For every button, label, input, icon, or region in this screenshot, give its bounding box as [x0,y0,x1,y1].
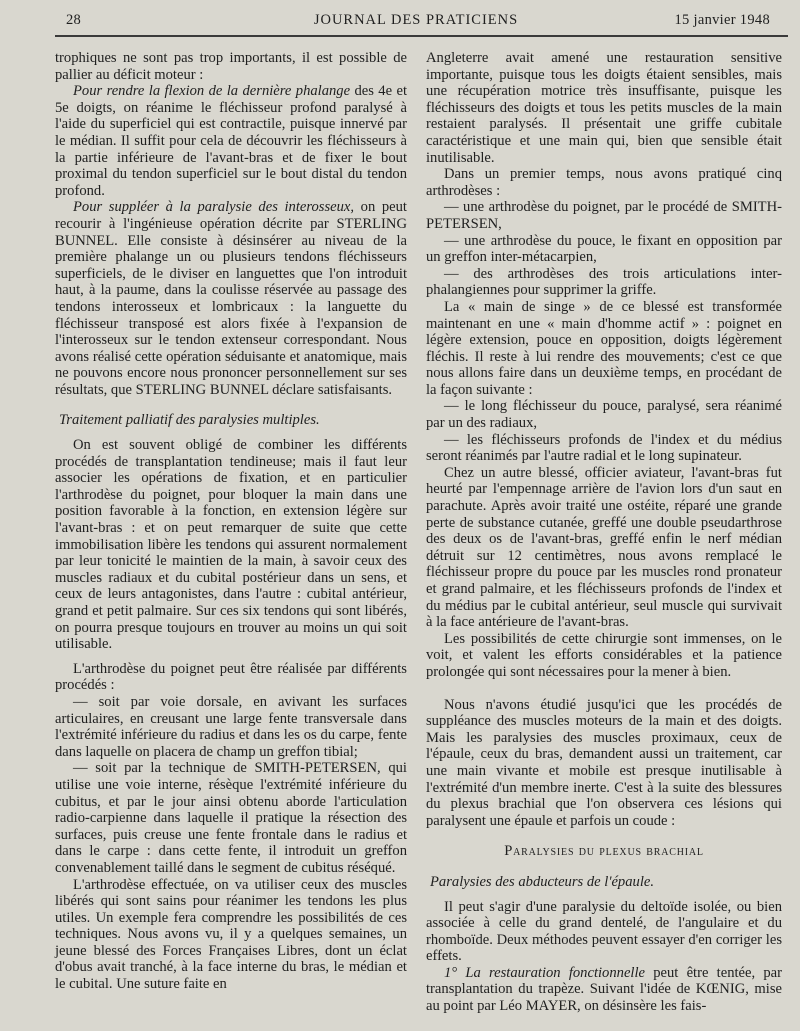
right-paragraph [426,398,782,431]
paragraph-text: L'arthrodèse du poignet peut être réalisée par différents procédés : [55,660,407,694]
paragraph-text: Les possibilités de cette chirurgie sont immenses, on le voit, et valent les efforts considérables et la patience prolongée qui sont nécessaires pour la mener à bien. [426,630,782,680]
paragraph-text: on peut recourir à l'ingénieuse opération décrite par STERLING BUNNEL. Elle consiste à désinsérer au niveau de la première phalange un ou plusieurs tendons fléchisseurs superficiels, de le diviser en languettes que l'on introduit haut, à la paume, dans la coulisse réservée au passage des tendons interosseux et lombricaux : la languette du fléchisseur transposé est alors fixée à l'expansion de l'interosseux sur le tendon extenseur correspondant. Nous avons réalisé cette opération séduisante et anatomique, mais ne pouvons encore nous prononcer personnellement sur ses résultats, que STERLING BUNNEL déclare satisfaisants. [55,199,407,398]
right-column [426,50,782,1015]
right-paragraph [426,697,782,830]
italic-lead: 1° La restauration fonctionnelle [444,964,646,981]
paragraph-text: trophiques ne sont pas trop importants, il est possible de pallier au déficit moteur : [55,50,407,83]
page-header [62,12,770,34]
left-column [55,50,407,993]
paragraph-text: Angleterre avait amené une restauration sensitive importante, puisque tous les doigts étaient sensibles, mais une récupération motrice très insuffisante, puisque les fléchisseurs des doigts et tous les petits muscles de la main restaient paralysés. Il présentait une griffe cubitale caractéristique et une main qui, bien que sensible était inutilisable. [426,50,782,166]
paragraph-text: — soit par voie dorsale, en avivant les surfaces articulaires, en creusant une large fente transversale dans l'extrémité inférieure du radius et dans les os du carpe, fente dans laquelle on placera de champ un greffon tibial; [55,693,407,760]
right-paragraph [426,199,782,232]
right-paragraph [426,899,782,965]
paragraph-text: — le long fléchisseur du pouce, paralysé, sera réanimé par un des radiaux, [426,398,782,432]
paragraph-text: — des arthrodèses des trois articulations inter-phalangiennes pour supprimer la griffe. [426,265,782,299]
left-paragraph [55,877,407,993]
right-paragraph [426,166,782,199]
right-paragraph [426,631,782,681]
paragraph-text: L'arthrodèse effectuée, on va utiliser ceux des muscles libérés qui sont sains pour réanimer les tendons les plus utiles. Un exemple fera comprendre les possibilités de ces techniques. Nous avons vu, il y a quelques semaines, un jeune blessé des Forces Françaises Libres, dont un éclat d'obus avait tranché, à la face interne du bras, le médian et le cubital. Une suture faite en [55,876,407,993]
paragraph-text: — une arthrodèse du pouce, le fixant en opposition par un greffon inter-métacarpien, [426,232,782,266]
right-paragraph [426,843,782,860]
paragraph-text: Dans un premier temps, nous avons pratiqué cinq arthrodèses : [426,166,782,199]
italic-lead: Pour rendre la flexion de la dernière phalange [73,83,351,100]
right-paragraph [426,299,782,399]
left-paragraph [55,437,407,653]
right-paragraph [426,874,782,891]
left-paragraph [55,760,407,876]
paragraph-text: — les fléchisseurs profonds de l'index et du médius seront réanimés par l'autre radial et le long supinateur. [426,431,782,465]
paragraph-text: Paralysies des abducteurs de l'épaule. [430,873,655,890]
right-paragraph [426,50,782,166]
paragraph-text: On est souvent obligé de combiner les différents procédés de transplantation tendineuse; mais il faut leur associer les opérations de fixation, et en particulier l'arthrodèse du poignet, pour bloquer la main dans une position favorable à la fonction, en extension légère sur l'avant-bras : et on peut remarquer de suite que cette immobilisation libère les tendons qui assurent normalement par leur tonicité le maintien de la main, à savoir ceux des muscles radiaux et du cubital postérieur dans un sens, et ceux de leurs antagonistes, dans l'autre : cubital antérieur, grand et petit palmaire. Sur ces six tendons qui sont libérés, on pourra presque toujours en trouver au moins un qui soit utilisable. [55,437,407,653]
page-number: 28 [66,12,82,28]
italic-lead: Pour suppléer à la paralysie des interosseux, [73,199,355,216]
paragraph-text: des 4e et 5e doigts, on réanime le fléchisseur profond paralysé à l'aide du superficiel qui est contractile, puisque innervé par le médian. Il suffit pour cela de découvrir les fléchisseurs à la partie inférieure de l'avant-bras et de fixer le bout proximal du tendon superficiel sur le bout distal du tendon profond. [55,83,407,199]
right-paragraph [426,266,782,299]
paragraph-text: — une arthrodèse du poignet, par le procédé de SMITH-PETERSEN, [426,199,782,232]
journal-title: JOURNAL DES PRATICIENS [313,12,519,28]
paragraph-text: Nous n'avons étudié jusqu'ici que les procédés de suppléance des muscles moteurs de la main et des doigts. Mais les paralysies des muscles proximaux, ceux de l'épaule, ceux du bras, demandent aussi un traitement, car une main vivante et mobile est presque inutilisable à l'extrémité d'un membre inerte. C'est à la suite des blessures du plexus brachial que l'on observera ces lésions qui paralysent une épaule et parfois un coude : [426,696,782,829]
right-paragraph [426,965,782,1015]
left-paragraph [55,199,407,398]
issue-date: 15 janvier 1948 [674,12,770,28]
header-rule [55,35,788,37]
right-paragraph [426,432,782,465]
paragraph-text: — soit par la technique de SMITH-PETERSEN, qui utilise une voie interne, résèque l'extrémité inférieure du cubitus, et par le jour ainsi obtenu aborde l'articulation radio-carpienne dans laquelle il pratique la résection des surfaces, puis creuse une fente frontale dans le radius et dans le carpe : dans cette fente, il introduit un greffon convenablement taillé dans le segment de cubitus réséqué. [55,760,407,876]
paragraph-text: Il peut s'agir d'une paralysie du deltoïde isolée, ou bien associée à celle du grand dentelé, de l'angulaire et du rhomboïde. Deux méthodes peuvent essayer d'en corriger les effets. [426,898,782,965]
left-paragraph [55,661,407,694]
paragraph-text: La « main de singe » de ce blessé est transformée maintenant en une « main d'homme actif » : poignet en légère extension, pouce en opposition, doigts légèrement fléchis. Il reste à lui rendre des mouvements; c'est ce que nous allons faire dans un deuxième temps, en procédant de la façon suivante : [426,298,782,398]
right-paragraph [426,233,782,266]
paragraph-text: peut être tentée, par transplantation du trapèze. Suivant l'idée de KŒNIG, mise au point par Léo MAYER, on désinsère les fais- [426,964,782,1015]
left-paragraph [55,83,407,199]
paragraph-text: Traitement palliatif des paralysies multiples. [59,412,320,429]
right-paragraph [426,465,782,631]
left-paragraph [55,50,407,83]
paragraph-text: Chez un autre blessé, officier aviateur, l'avant-bras fut heurté par l'empennage arrière de l'avion lors d'un saut en parachute. Après avoir traité une ostéite, réparé une grande perte de substance cutanée, greffé une double pseudarthrose des deux os de l'avant-bras, greffé enfin le nerf médian détruit sur 12 centimètres, nous avons remplacé le fléchisseur propre du pouce par les muscles rond pronateur et grand palmaire, et les fléchisseurs profonds de l'index et du médius par le cubital antérieur, seul muscle qui survivait à la face antérieure de l'avant-bras. [426,464,782,631]
paragraph-text: Paralysies du plexus brachial [504,843,704,860]
left-paragraph [55,694,407,760]
left-paragraph [55,412,407,429]
